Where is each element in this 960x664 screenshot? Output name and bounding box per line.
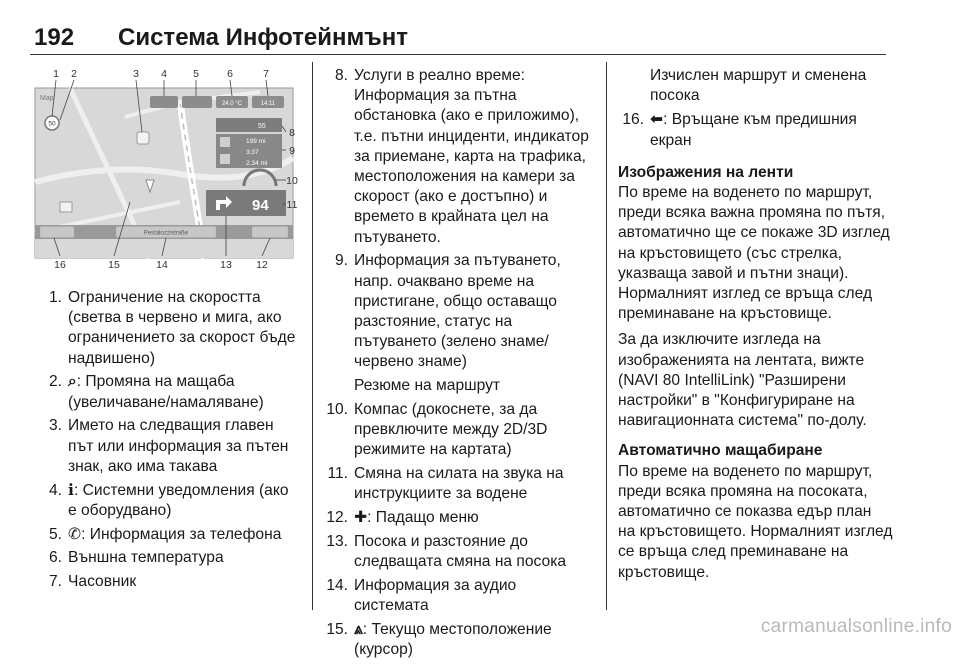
list-item: 9. Информация за пътуването, напр. очаквано време на пристигане, общо оставащо разстояние, статус на пътуването (зелено знаме/ червено знаме) xyxy=(334,252,561,371)
trip-distance-remaining: 2.34 mi xyxy=(246,160,268,167)
list-item: 2. ⌕: Промяна на мащаба (увеличаване/намаляване) xyxy=(48,373,264,411)
list-item: 15. ⩓: Текущо местоположение (курсор) xyxy=(326,621,552,659)
list-item: 6. Външна температура xyxy=(48,549,224,567)
plus-icon: ✚ xyxy=(354,509,368,527)
menu-button xyxy=(252,227,288,238)
callout-15: 15 xyxy=(108,259,120,271)
list-item: 3. Името на следващия главен път или информация за пътен знак, ако има такава xyxy=(48,417,289,475)
section-heading-lane-images: Изображения на ленти xyxy=(618,163,794,181)
page-number: 192 xyxy=(34,24,75,51)
speed-limit-value: 50 xyxy=(48,120,56,128)
column-1 xyxy=(36,288,300,596)
trip-time: 3:37 xyxy=(246,149,259,156)
callout-10: 10 xyxy=(286,175,298,187)
watermark: carmanualsonline.info xyxy=(760,616,952,637)
page-header xyxy=(30,24,886,54)
list-item: 11. Смяна на силата на звука на инструкциите за водене xyxy=(327,465,564,503)
callout-11: 11 xyxy=(286,199,298,211)
clock-readout: 14:11 xyxy=(260,101,276,107)
back-button xyxy=(40,227,74,238)
list-item: 12. ✚: Падащо меню xyxy=(326,509,479,527)
next-turn-distance: 94 xyxy=(252,197,269,214)
navigation-screen-illustration xyxy=(30,62,300,280)
callout-6: 6 xyxy=(227,68,233,80)
callout-5: 5 xyxy=(193,68,199,80)
map-label: Map xyxy=(40,95,54,102)
zoom-icon xyxy=(137,132,149,144)
callout-16: 16 xyxy=(54,259,66,271)
cursor-icon: ⩓ xyxy=(354,621,363,639)
callout-14: 14 xyxy=(156,259,168,271)
map-poi-icon xyxy=(60,202,72,212)
legend-list-part-3 xyxy=(322,400,594,660)
list-item: 13. Посока и разстояние до следващата смяна на посока xyxy=(326,533,567,571)
callout-9: 9 xyxy=(289,145,295,157)
column-2 xyxy=(322,66,594,664)
navigation-screen-figure xyxy=(30,62,300,280)
temperature-readout: 24.0 °C xyxy=(221,101,243,107)
column-divider-2 xyxy=(606,62,607,610)
paragraph: По време на воденето по маршрут, преди всяка важна промяна по пътя, автоматично ще се покаже 3D изглед на кръстовището (със стрелка, указваща завой и пътни знаци). Нормалният изглед се връща след преминаване на кръстовище. xyxy=(618,184,890,323)
route-calculated-note: Изчислен маршрут и сменена посока xyxy=(650,67,867,105)
list-item: 4. ℹ: Системни уведомления (ако е оборудвано) xyxy=(48,481,289,519)
header-rule xyxy=(30,54,886,55)
callout-3: 3 xyxy=(133,68,139,80)
search-icon: ⌕ xyxy=(68,373,77,391)
list-item: 10. Компас (докоснете, за да превключите между 2D/3D режимите на картата) xyxy=(326,401,548,459)
list-item: 14. Информация за аудио системата xyxy=(326,577,517,615)
list-item: 8. Услуги в реално време: Информация за пътна обстановка (ако е приложимо), т.е. пътни инциденти, индикатор за приемане, карта на трафика, местоположения на камери за скорост (ако е достъпно) и времето в крайната цел на пътуването. xyxy=(334,67,589,246)
callout-12: 12 xyxy=(256,259,268,271)
section-heading-auto-zoom: Автоматично мащабиране xyxy=(618,442,823,460)
legend-list-part-4 xyxy=(618,110,893,150)
paragraph: По време на воденето по маршрут, преди всяка промяна на посоката, автоматично се показва едър план на кръстовището. Нормалният изглед се връща след преминаване на кръстовище. xyxy=(618,462,893,581)
column-3 xyxy=(618,66,893,589)
callout-8: 8 xyxy=(289,127,295,139)
route-summary-note: Резюме на маршрут xyxy=(354,377,501,395)
phone-icon: ✆ xyxy=(68,525,82,543)
trip-distance: 199 mi xyxy=(246,138,266,145)
column-divider-1 xyxy=(312,62,313,610)
list-item: 1. Ограничение на скоростта (светва в червено и мига, ако ограничението за скорост бъде надвишено) xyxy=(48,289,296,367)
paragraph: За да изключите изгледа на изображенията на лентата, вижте (NAVI 80 IntelliLink) "Разширени настройки" в "Конфигуриране на навигационната система" по-долу. xyxy=(618,331,867,430)
info-icon: ℹ xyxy=(68,481,74,499)
page-title: Система Инфотейнмънт xyxy=(118,24,409,51)
list-item: 16. ⬅: Връщане към предишния екран xyxy=(622,111,857,149)
legend-list-part-1 xyxy=(36,288,300,592)
road-number: 55 xyxy=(258,123,266,130)
callout-4: 4 xyxy=(161,68,167,80)
callout-7: 7 xyxy=(263,68,269,80)
back-arrow-icon: ⬅ xyxy=(650,111,664,129)
current-location-label: Pestalozzistraße xyxy=(143,230,189,237)
legend-list-part-2 xyxy=(322,66,594,373)
list-item: 7. Часовник xyxy=(48,573,137,591)
list-item: 5. ✆: Информация за телефона xyxy=(48,525,282,543)
callout-2: 2 xyxy=(71,68,77,80)
callout-1: 1 xyxy=(53,68,59,80)
callout-13: 13 xyxy=(220,259,232,271)
